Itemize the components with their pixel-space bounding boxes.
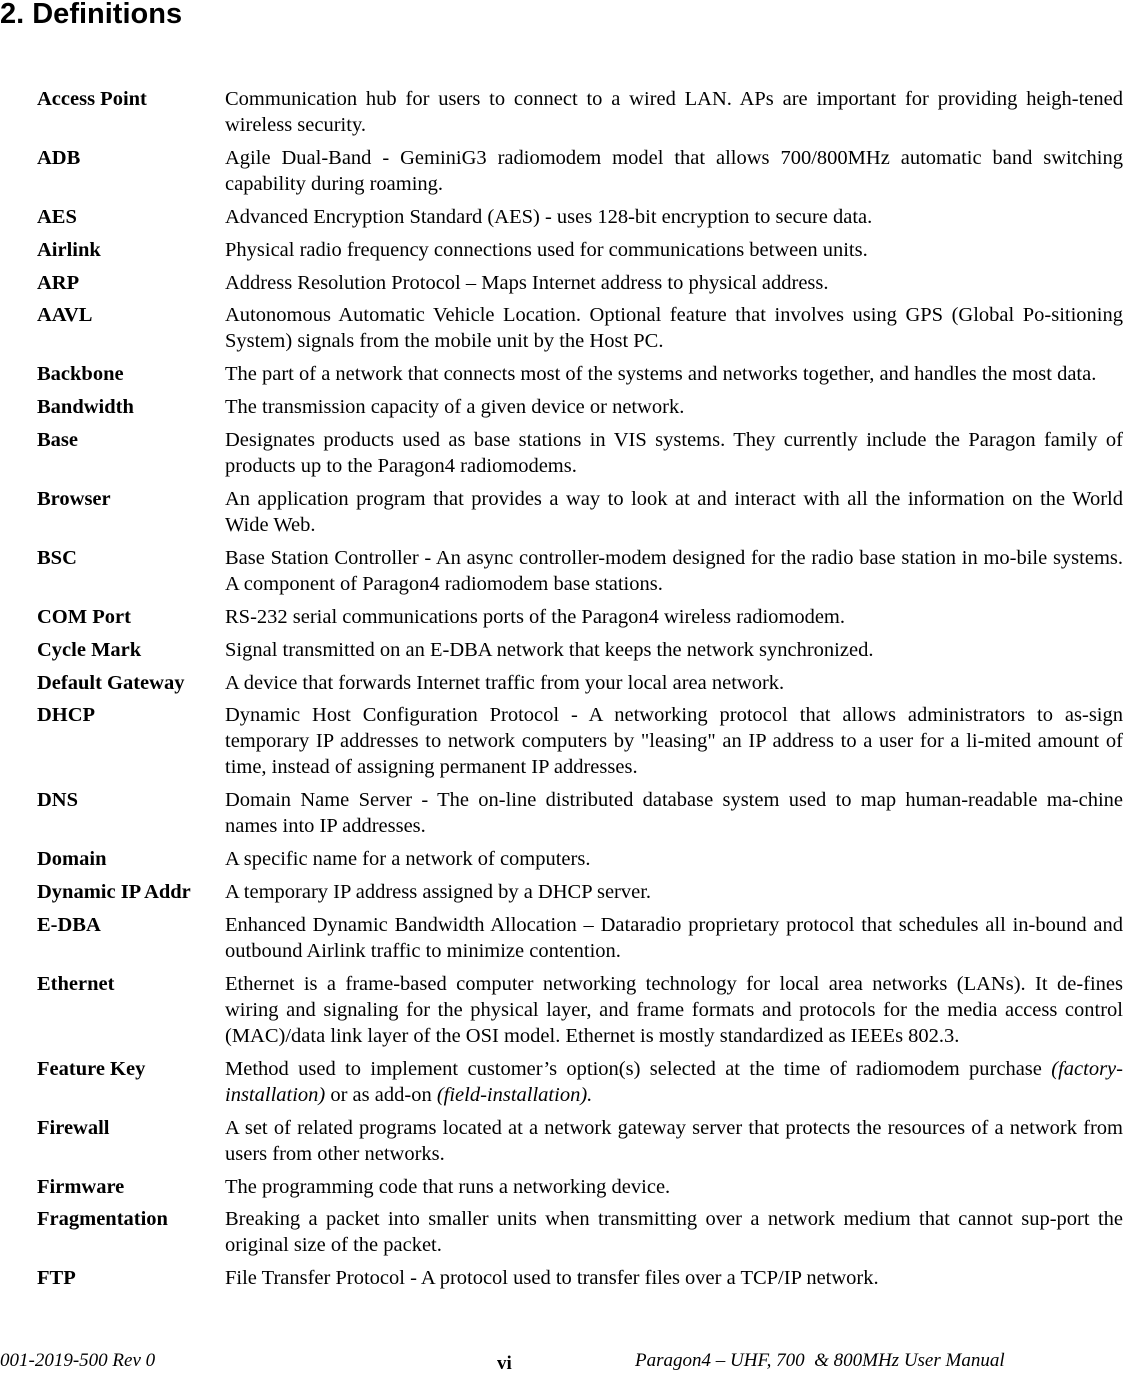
definition-description: File Transfer Protocol - A protocol used to transfer files over a TCP/IP network.: [225, 1267, 879, 1290]
definition-entry: [37, 912, 1123, 964]
definition-entry: [37, 1265, 1123, 1291]
page-title: 2. Definitions: [0, 0, 183, 30]
definition-term: Backbone: [37, 363, 124, 386]
definition-description: A temporary IP address assigned by a DHCP server.: [225, 881, 652, 904]
definition-entry: [37, 204, 1123, 230]
definition-description: Breaking a packet into smaller units when transmitting over a network medium that cannot sup-port the original size of the packet.: [225, 1208, 1123, 1257]
definition-entry: [37, 1115, 1123, 1167]
definition-description: Dynamic Host Configuration Protocol - A networking protocol that allows administrators to as-sign temporary IP addresses to network computers by "leasing" an IP address to a user for a li-mited amount of time, instead of assigning permanent IP addresses.: [225, 704, 1123, 779]
definition-entry: [37, 427, 1123, 479]
footer-page-number: vi: [497, 1353, 512, 1374]
definition-description: Physical radio frequency connections used for communications between units.: [225, 238, 868, 261]
definition-entry: [37, 237, 1123, 263]
definition-term: Feature Key: [37, 1057, 146, 1080]
definition-description: Signal transmitted on an E-DBA network that keeps the network synchronized.: [225, 638, 874, 661]
definition-term: E-DBA: [37, 914, 101, 937]
definition-description: The part of a network that connects most of the systems and networks together, and handles the most data.: [225, 363, 1097, 386]
definition-entry: [37, 1174, 1123, 1200]
definition-entry: [37, 879, 1123, 905]
definition-entry: [37, 670, 1123, 696]
footer-doc-number: 001-2019-500 Rev 0: [0, 1350, 156, 1371]
definition-entry: [37, 486, 1123, 538]
definition-entry: [37, 1206, 1123, 1258]
definition-description-italic: (factory-installation): [225, 1057, 1123, 1106]
definition-description: Agile Dual-Band - GeminiG3 radiomodem model that allows 700/800MHz automatic band switching capability during roaming.: [225, 146, 1123, 195]
definition-term: Base: [37, 429, 78, 452]
definition-term: AAVL: [37, 304, 93, 327]
definition-entry: [37, 361, 1123, 387]
definition-entry: [37, 1056, 1123, 1108]
definition-entry: [37, 394, 1123, 420]
definition-term: Default Gateway: [37, 671, 185, 694]
definition-description: A specific name for a network of computers.: [225, 848, 591, 871]
definition-term: Bandwidth: [37, 396, 134, 419]
footer-manual-title: Paragon4 – UHF, 700 & 800MHz User Manual: [635, 1350, 1005, 1371]
definition-term: Dynamic IP Addr: [37, 881, 191, 904]
definition-description: Autonomous Automatic Vehicle Location. Optional feature that involves using GPS (Global Po-sitioning System) signals from the mobile unit by the Host PC.: [225, 304, 1123, 353]
definition-entry: [37, 145, 1123, 197]
definition-term: Browser: [37, 488, 111, 511]
definition-description: A device that forwards Internet traffic from your local area network.: [225, 671, 785, 694]
definition-term: AES: [37, 205, 77, 228]
definition-entry: [37, 702, 1123, 780]
definition-entry: [37, 787, 1123, 839]
definitions-list: [37, 86, 1123, 1298]
definition-term: ARP: [37, 271, 80, 294]
definition-term: Domain: [37, 848, 107, 871]
definition-description: Designates products used as base stations in VIS systems. They currently include the Paragon family of products up to the Paragon4 radiomodems.: [225, 429, 1123, 478]
definition-term: Fragmentation: [37, 1208, 168, 1231]
definition-entry: [37, 86, 1123, 138]
definition-description-italic: (field-installation).: [436, 1083, 593, 1106]
definition-term: Ethernet: [37, 972, 115, 995]
definition-description: Ethernet is a frame-based computer networking technology for local area networks (LANs). It de-fines wiring and signaling for the physical layer, and frame formats and protocols for the media access control (MAC)/data link layer of the OSI model. Ethernet is mostly standardized as IEEEs 802.3.: [225, 972, 1123, 1047]
page-footer: [0, 1348, 1124, 1374]
definition-entry: [37, 637, 1123, 663]
definition-term: Cycle Mark: [37, 638, 142, 661]
definition-description: Communication hub for users to connect to a wired LAN. APs are important for providing heigh-tened wireless security.: [225, 88, 1123, 136]
definition-description: An application program that provides a way to look at and interact with all the information on the World Wide Web.: [225, 488, 1123, 537]
definition-term: Access Point: [37, 88, 147, 110]
definition-description: Enhanced Dynamic Bandwidth Allocation – Dataradio proprietary protocol that schedules all in-bound and outbound Airlink traffic to minimize contention.: [225, 914, 1123, 963]
definition-term: ADB: [37, 146, 81, 169]
definition-description-text: or as add-on: [325, 1083, 437, 1106]
definition-description: Address Resolution Protocol – Maps Internet address to physical address.: [225, 271, 829, 294]
definition-description-text: Method used to implement customer’s option(s) selected at the time of radiomodem purchase: [225, 1057, 1042, 1080]
definition-entry: [37, 545, 1123, 597]
definition-entry: [37, 971, 1123, 1049]
definition-entry: [37, 604, 1123, 630]
definition-description: Base Station Controller - An async controller-modem designed for the radio base station in mo-bile systems. A component of Paragon4 radiomodem base stations.: [225, 546, 1123, 595]
definition-entry: [37, 270, 1123, 296]
definition-entry: [37, 846, 1123, 872]
definition-term: Firewall: [37, 1116, 110, 1139]
definition-description: The transmission capacity of a given device or network.: [225, 396, 685, 419]
definition-term: COM Port: [37, 605, 131, 628]
definition-description: A set of related programs located at a network gateway server that protects the resources of a network from users from other networks.: [225, 1116, 1123, 1165]
definition-term: Firmware: [37, 1175, 125, 1198]
definition-description: RS-232 serial communications ports of the Paragon4 wireless radiomodem.: [225, 605, 846, 628]
definition-term: DNS: [37, 789, 79, 812]
definition-term: FTP: [37, 1267, 76, 1290]
definition-term: Airlink: [37, 238, 101, 261]
definition-description: [225, 1056, 1123, 1108]
definition-description: Advanced Encryption Standard (AES) - uses 128-bit encryption to secure data.: [225, 205, 873, 228]
definition-description: Domain Name Server - The on-line distributed database system used to map human-readable ma-chine names into IP addresses.: [225, 789, 1123, 838]
definition-term: DHCP: [37, 704, 96, 727]
definition-term: BSC: [37, 546, 77, 569]
definition-entry: [37, 302, 1123, 354]
definition-description: The programming code that runs a networking device.: [225, 1175, 671, 1198]
